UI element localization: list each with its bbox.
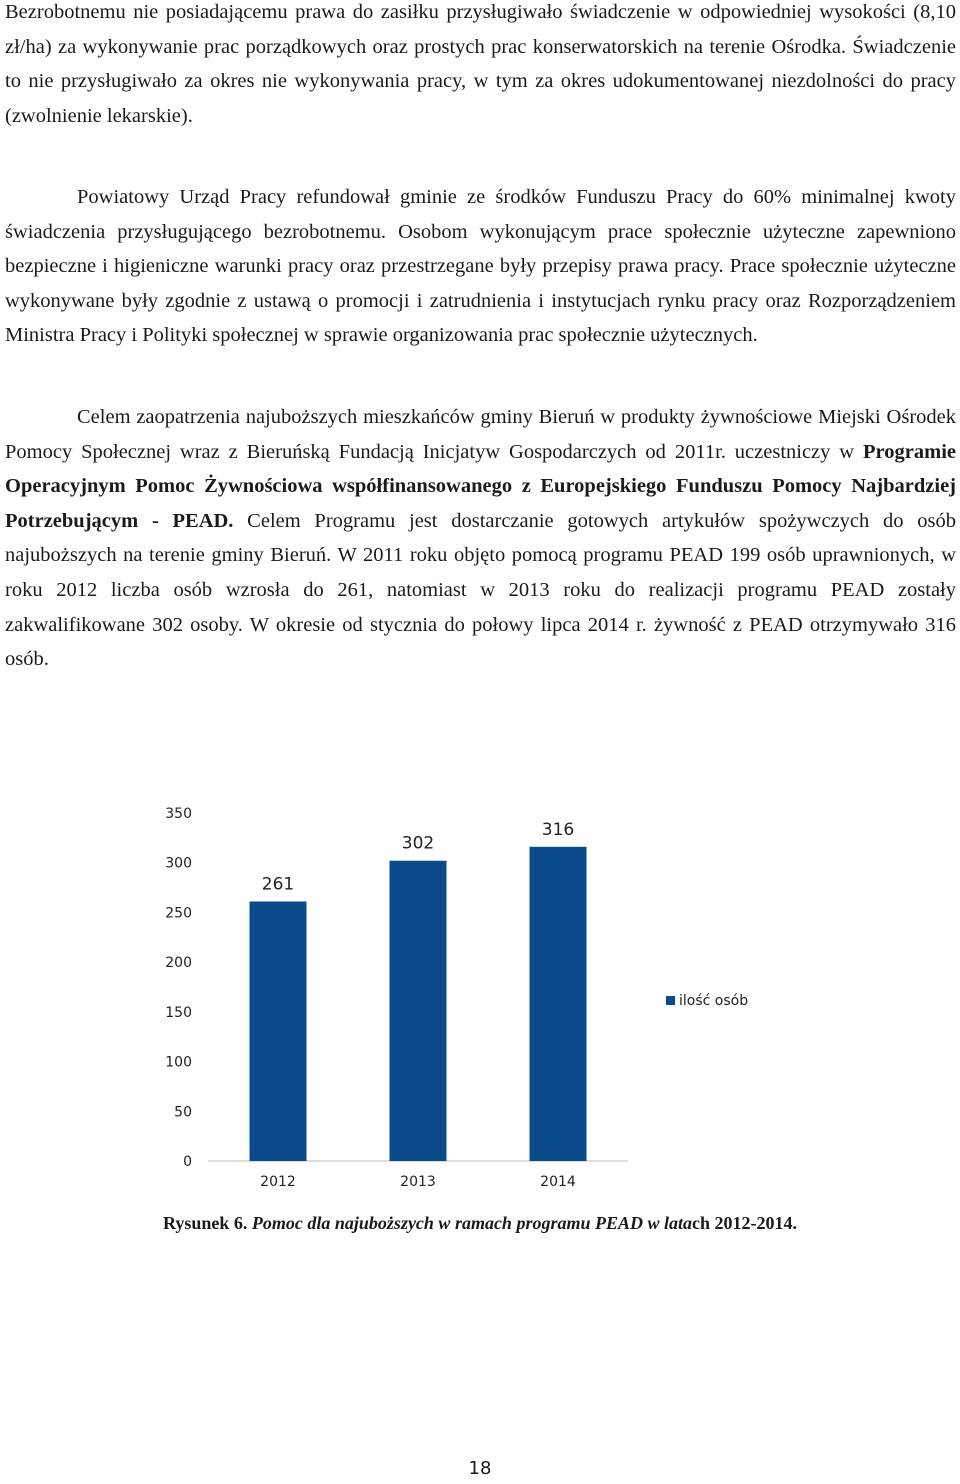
page-number: 18 [468,1458,492,1479]
figure-caption [0,1213,960,1234]
caption-label: Rysunek 6. [163,1213,248,1233]
pead-bar-chart [150,795,800,1200]
caption-italic: Pomoc dla najuboższych w ramach programu PEAD w lata [247,1213,692,1233]
paragraph-benefit: Bezrobotnemu nie posiadającemu prawa do zasiłku przysługiwało świadczenie w odpowiedniej wysokości (8,10 zł/ha) za wykonywanie prac porządkowych oraz prostych prac konserwatorskich na terenie Ośrodka. Świadczenie to nie przysługiwało za okres nie wykonywania pracy, w tym za okres udokumentowanej niezdolności do pracy (zwolnienie lekarskie). [5,1,956,127]
y-tick-label: 300 [165,855,192,872]
paragraph-pead [5,400,956,677]
y-tick-label: 150 [165,1004,192,1021]
y-tick-label: 50 [174,1104,192,1121]
pead-program-name: Programie Operacyjnym Pomoc Żywnościowa współfinansowanego z Europejskiego Funduszu Pomocy Najbardziej Potrzebującym - PEAD. [5,440,956,532]
legend-swatch [666,996,675,1005]
bar-2014 [530,847,587,1161]
data-label-2014: 316 [541,819,575,840]
bar-2013 [390,861,447,1161]
y-tick-label: 350 [165,806,192,822]
data-label-2013: 302 [401,833,435,854]
y-tick-label: 0 [183,1154,192,1170]
bar-2012 [250,901,307,1161]
caption-rest: ch 2012-2014. [691,1213,797,1233]
y-tick-label: 200 [165,955,192,972]
pead-text-2: Celem Programu jest dostarczanie gotowych artykułów spożywczych do osób najuboższych na terenie gminy Bieruń. W 2011 roku objęto pomocą programu PEAD 199 osób uprawnionych, w roku 2012 liczba osób wzrosła do 261, natomiast w 2013 roku do realizacji programu PEAD zostały zakwalifikowane 302 osoby. W okresie od stycznia do połowy lipca 2014 r. żywność z PEAD otrzymywało 316 osób. [5,509,956,671]
legend-label: ilość osób [679,993,749,1009]
y-tick-label: 250 [165,905,192,922]
x-tick-label-2013: 2013 [400,1174,436,1190]
paragraph-labour-office: Powiatowy Urząd Pracy refundował gminie ze środków Funduszu Pracy do 60% minimalnej kwoty świadczenia przysługującego bezrobotnemu. Osobom wykonującym prace społecznie użyteczne zapewniono bezpieczne i higieniczne warunki pracy oraz przestrzegane były przepisy prawa pracy. Prace społecznie użyteczne wykonywane były zgodnie z ustawą o promocji i zatrudnienia i instytucjach rynku pracy oraz Rozporządzeniem Ministra Pracy i Polityki społecznej w sprawie organizowania prac społecznie użytecznych. [5,186,956,347]
pead-text-1: Celem zaopatrzenia najuboższych mieszkańców gminy Bieruń w produkty żywnościowe Miejski Ośrodek Pomocy Społecznej wraz z Bieruńską Fundacją Inicjatyw Gospodarczych od 2011r. uczestniczy w [5,406,956,463]
y-tick-label: 100 [165,1054,192,1071]
x-tick-label-2014: 2014 [540,1174,576,1190]
x-tick-label-2012: 2012 [260,1174,296,1190]
data-label-2012: 261 [261,874,295,895]
